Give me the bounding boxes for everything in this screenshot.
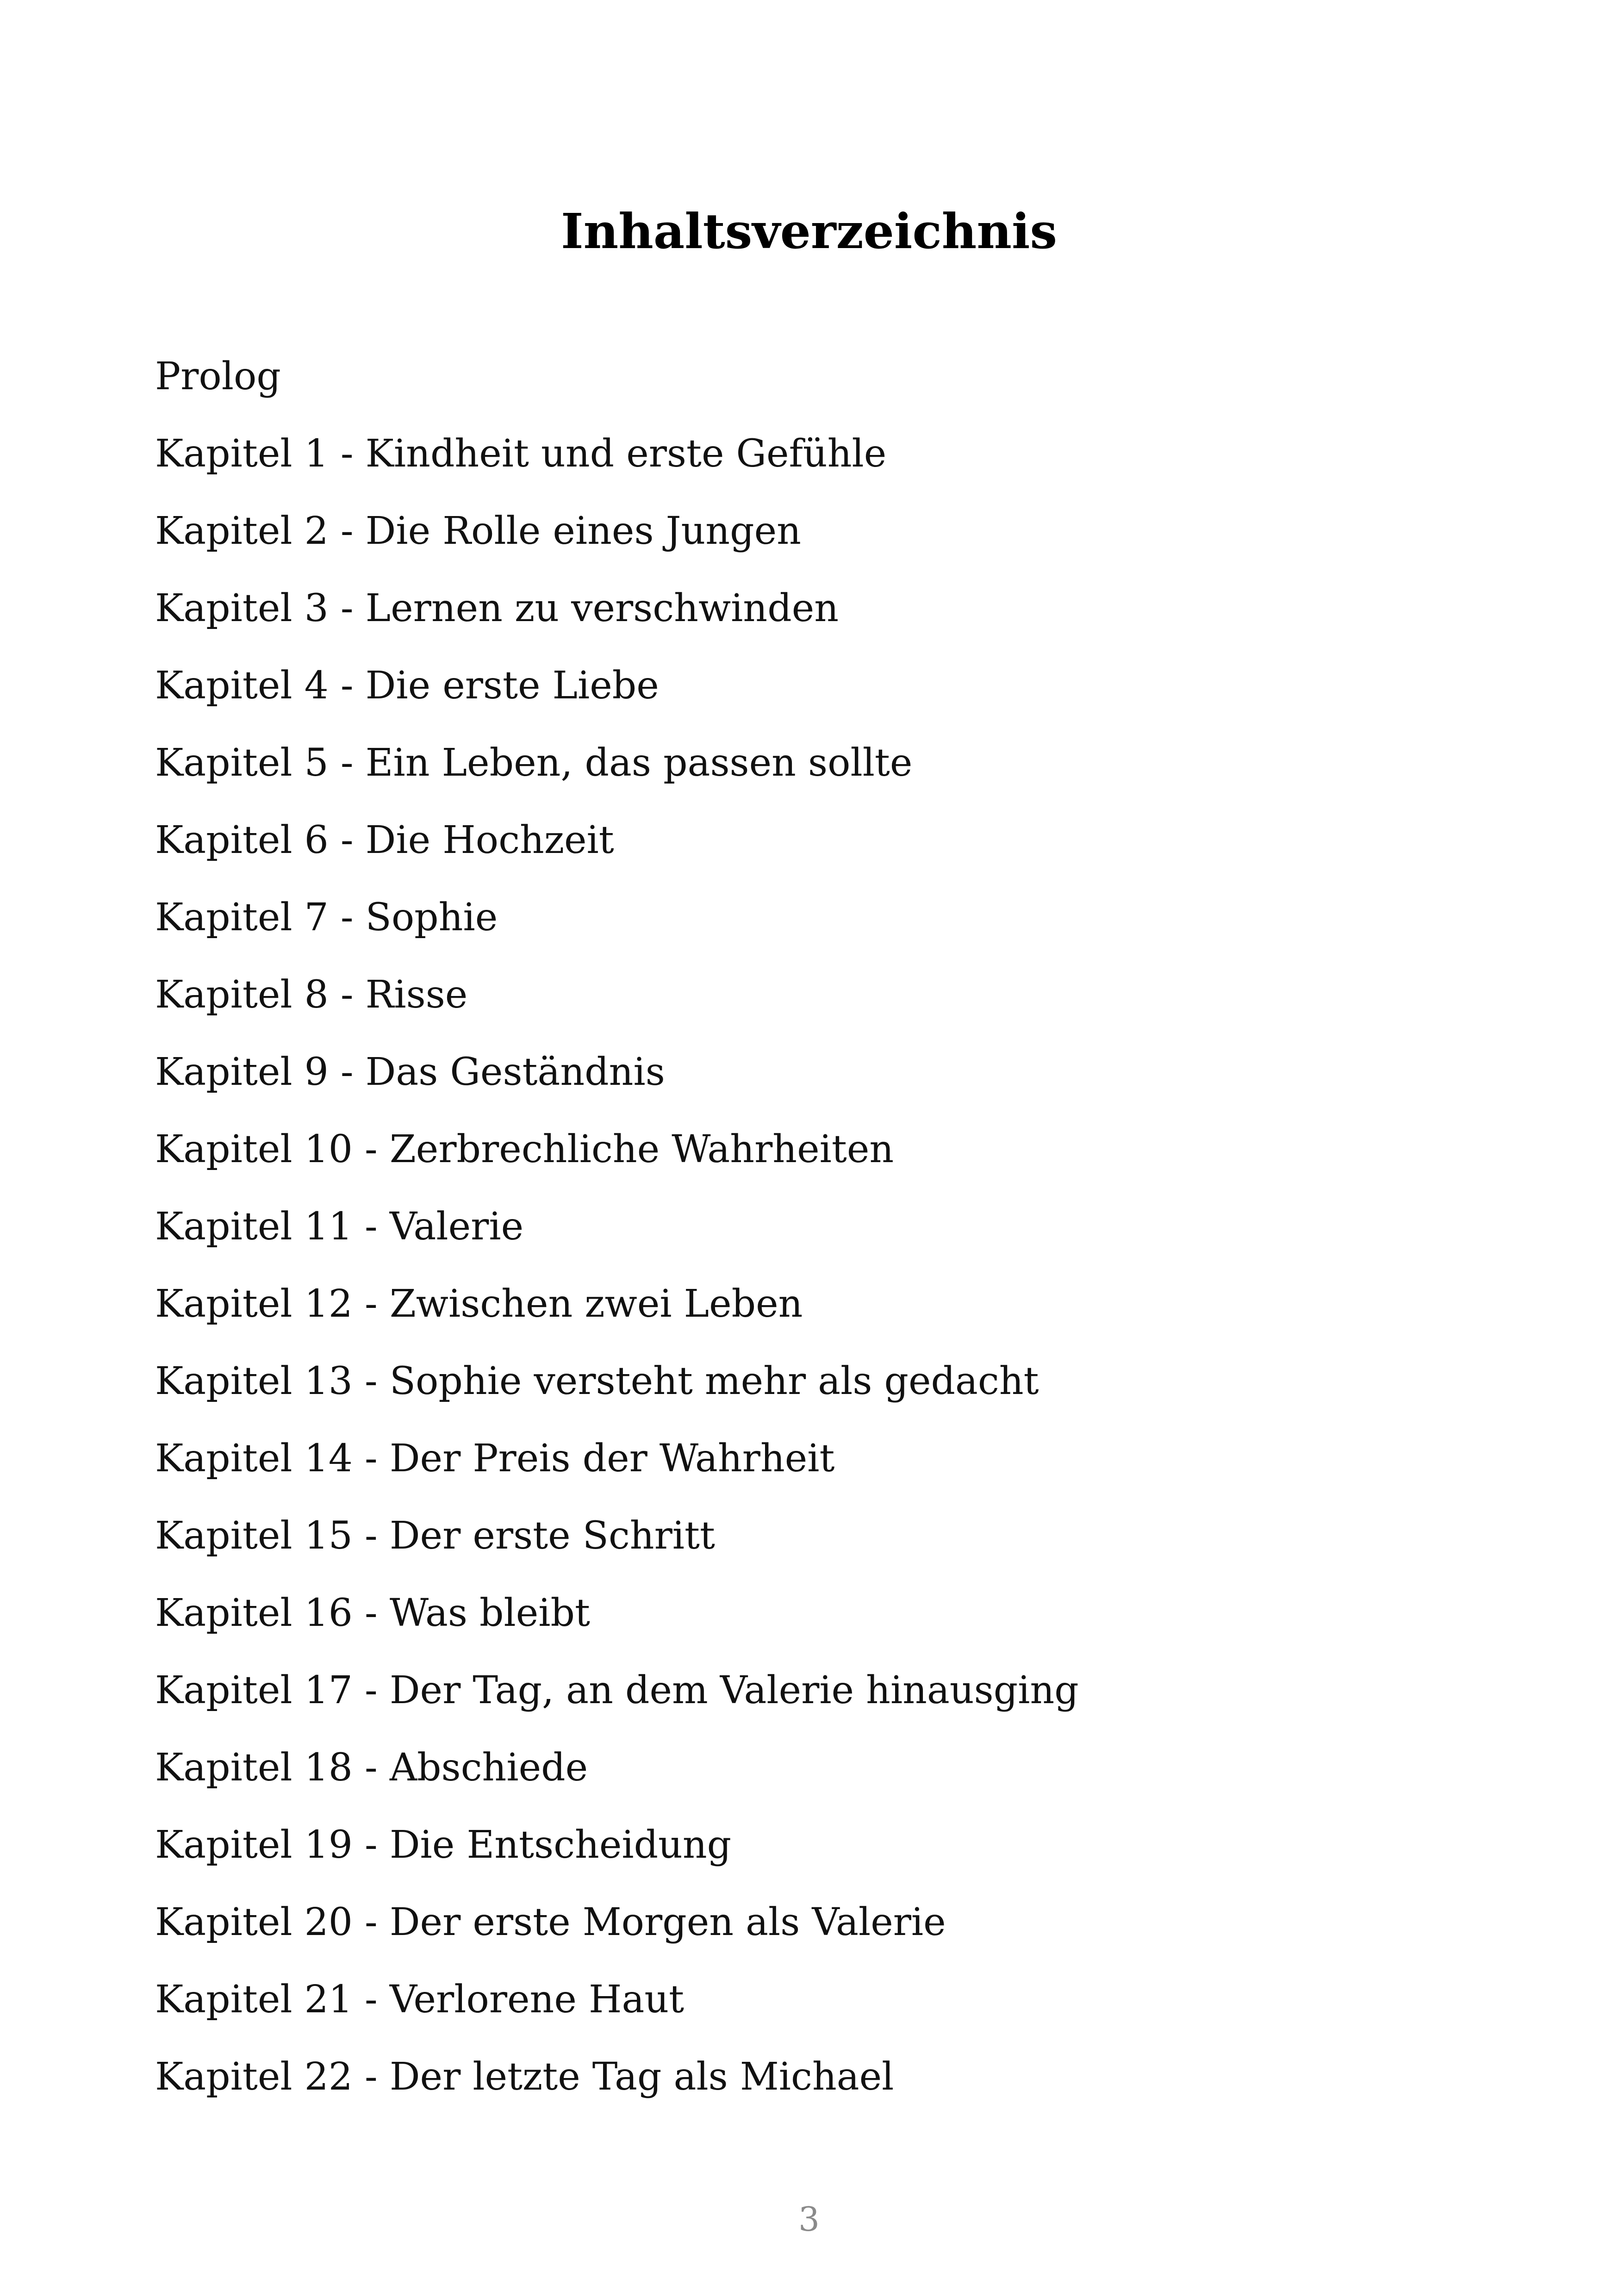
toc-entry-chapter-8: Kapitel 8 - Risse (155, 973, 468, 1017)
toc-entry-chapter-19: Kapitel 19 - Die Entscheidung (155, 1823, 732, 1867)
toc-entry-chapter-12: Kapitel 12 - Zwischen zwei Leben (155, 1282, 803, 1326)
page-title: Inhaltsverzeichnis (560, 203, 1058, 260)
toc-entry-chapter-15: Kapitel 15 - Der erste Schritt (155, 1514, 715, 1558)
table-of-contents (155, 338, 1079, 2116)
toc-entry-chapter-16: Kapitel 16 - Was bleibt (155, 1591, 590, 1635)
toc-entry-chapter-14: Kapitel 14 - Der Preis der Wahrheit (155, 1437, 835, 1481)
toc-entry-chapter-4: Kapitel 4 - Die erste Liebe (155, 664, 659, 708)
toc-entry-chapter-9: Kapitel 9 - Das Geständnis (155, 1050, 665, 1094)
toc-entry-chapter-2: Kapitel 2 - Die Rolle eines Jungen (155, 509, 801, 553)
toc-entry-chapter-3: Kapitel 3 - Lernen zu verschwinden (155, 586, 839, 630)
toc-entry-chapter-17: Kapitel 17 - Der Tag, an dem Valerie hinausging (155, 1668, 1079, 1712)
toc-entry-chapter-5: Kapitel 5 - Ein Leben, das passen sollte (155, 741, 913, 785)
toc-entry-chapter-18: Kapitel 18 - Abschiede (155, 1746, 588, 1790)
toc-entry-chapter-1: Kapitel 1 - Kindheit und erste Gefühle (155, 432, 887, 476)
toc-entry-chapter-20: Kapitel 20 - Der erste Morgen als Valerie (155, 1900, 946, 1944)
toc-entry-chapter-22: Kapitel 22 - Der letzte Tag als Michael (155, 2055, 894, 2099)
toc-entry-chapter-7: Kapitel 7 - Sophie (155, 896, 498, 940)
toc-entry-chapter-13: Kapitel 13 - Sophie versteht mehr als gedacht (155, 1359, 1039, 1403)
toc-entry-chapter-6: Kapitel 6 - Die Hochzeit (155, 818, 614, 862)
toc-entry-chapter-10: Kapitel 10 - Zerbrechliche Wahrheiten (155, 1127, 894, 1171)
toc-entry-chapter-21: Kapitel 21 - Verlorene Haut (155, 1978, 685, 2022)
page-number: 3 (798, 2200, 820, 2239)
toc-entry-chapter-11: Kapitel 11 - Valerie (155, 1205, 524, 1249)
toc-entry-prolog: Prolog (155, 355, 281, 398)
